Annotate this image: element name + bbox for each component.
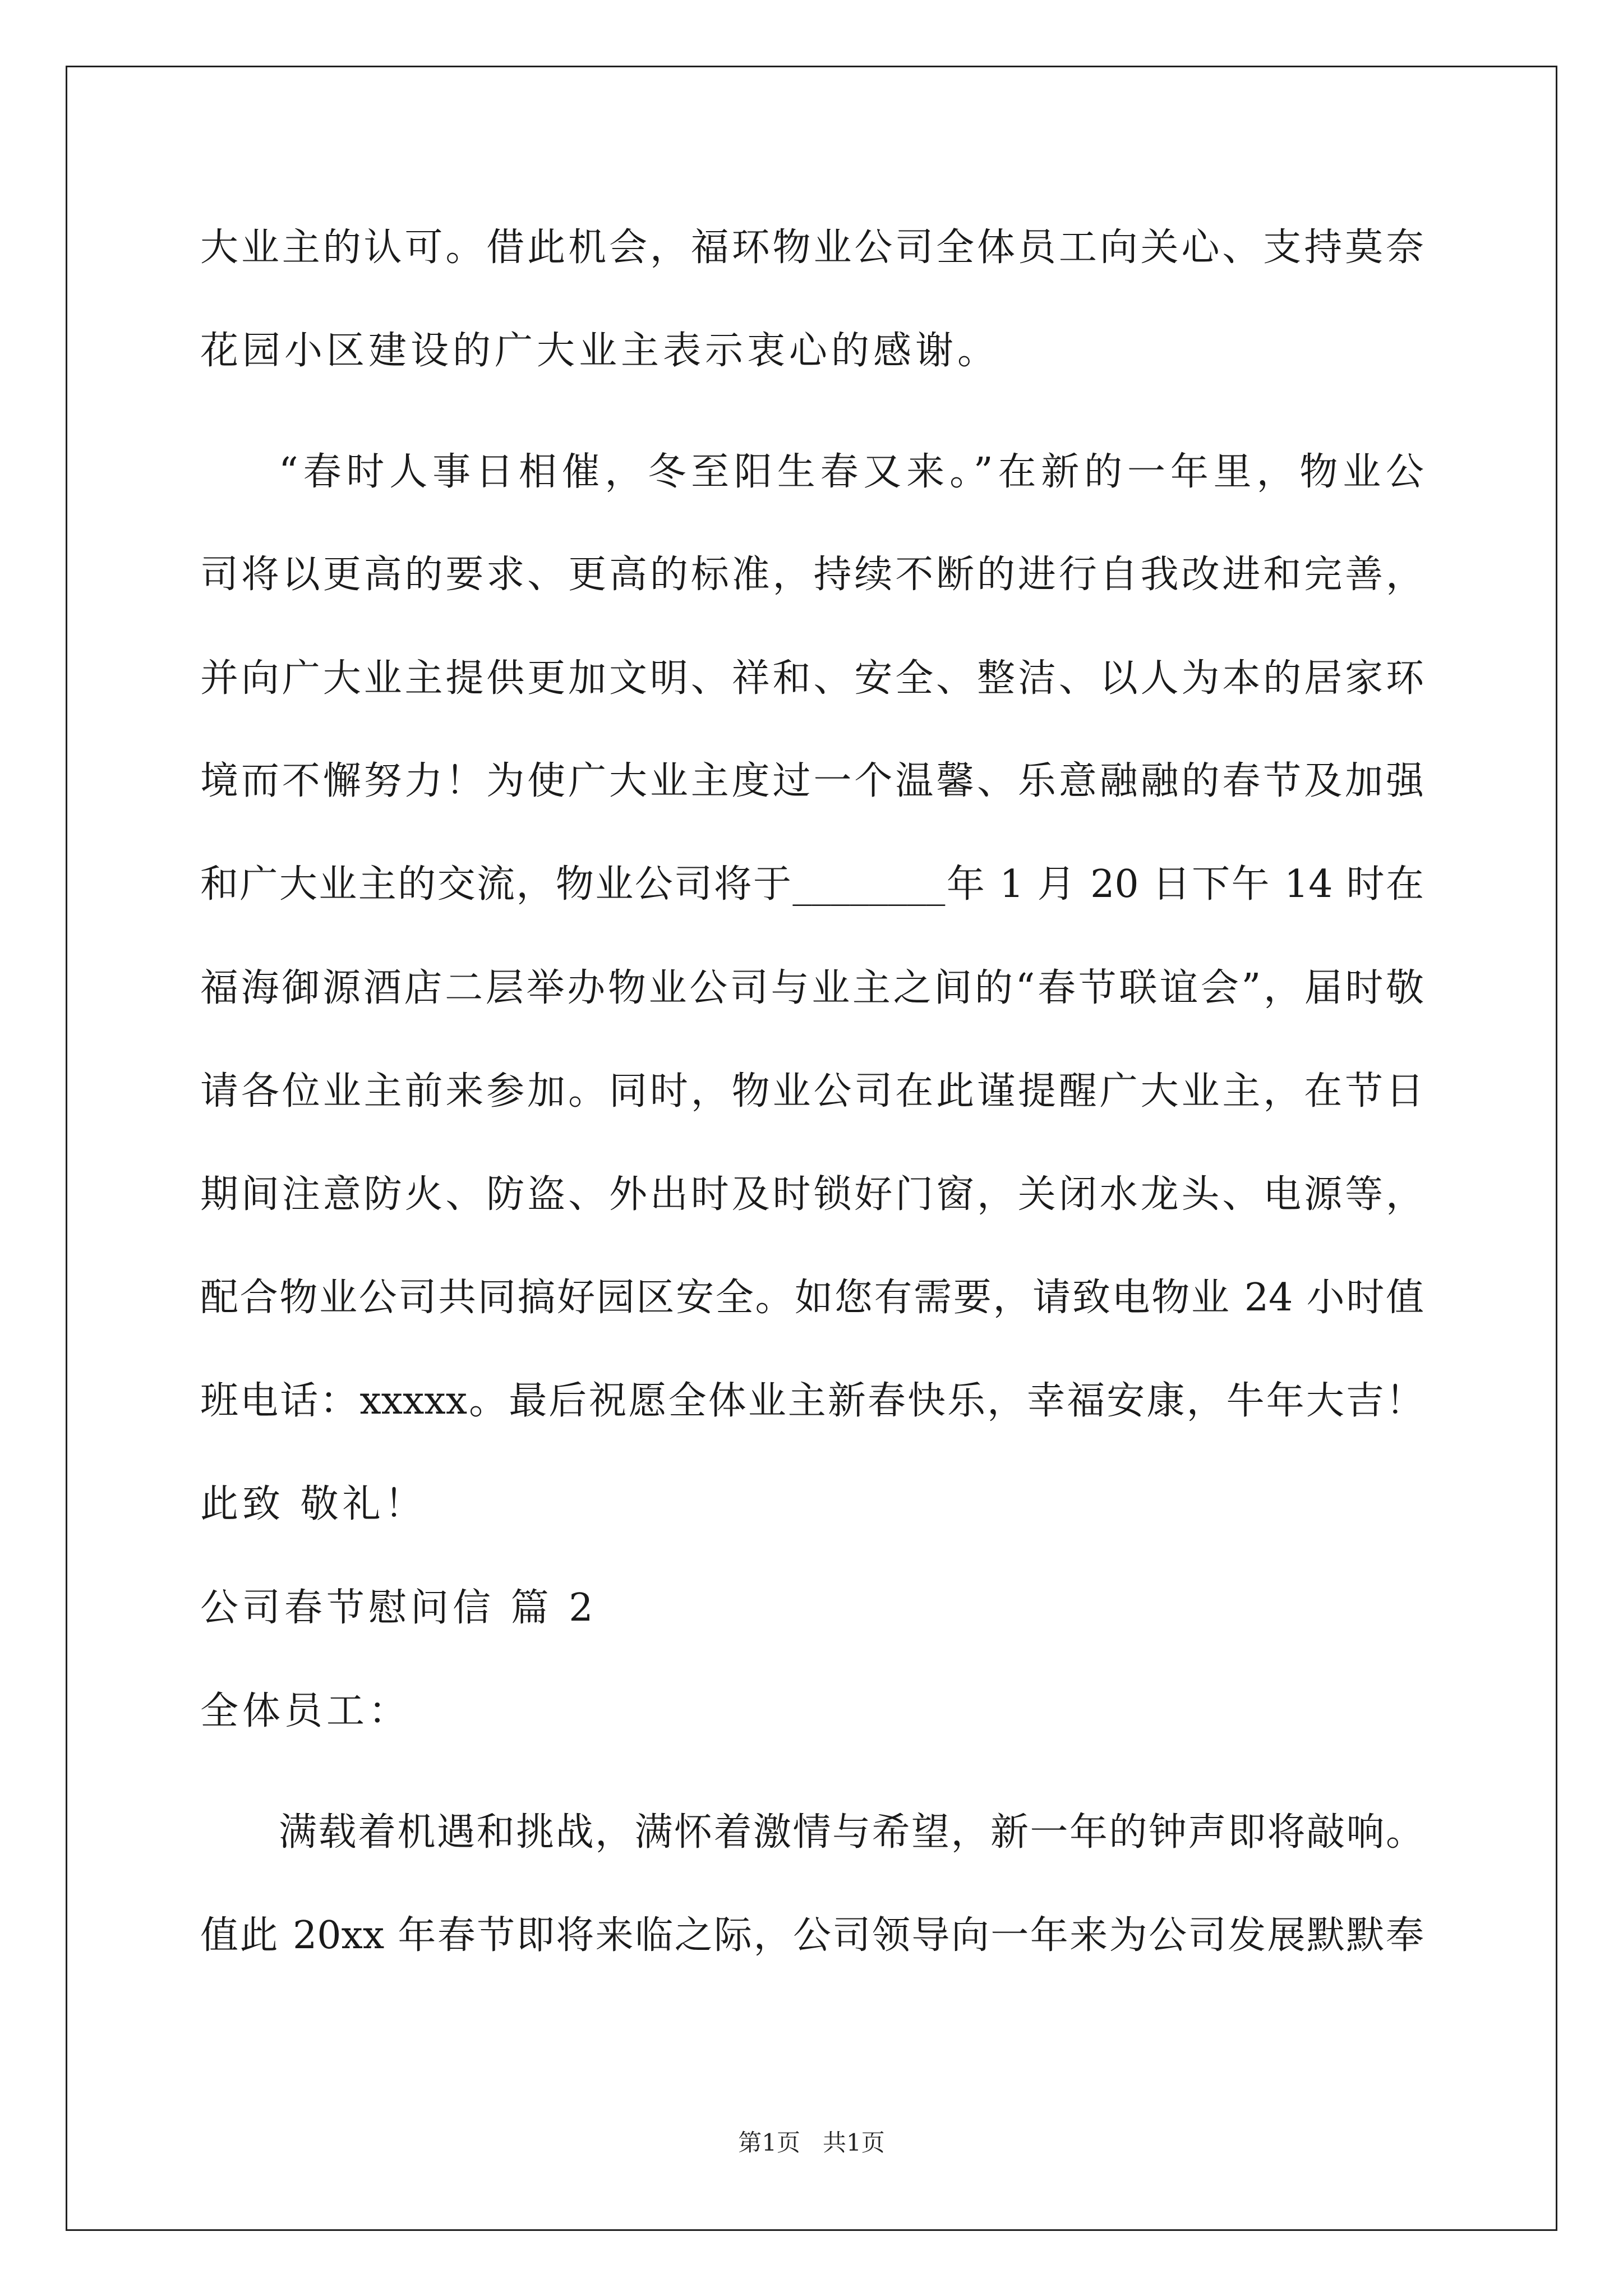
text-line-11: 配合物业公司共同搞好园区安全。如您有需要，请致电物业 24 小时值 bbox=[200, 1276, 1424, 1320]
text-line-7: 和广大业主的交流，物业公司将于________年 1 月 20 日下午 14 时在 bbox=[200, 862, 1424, 907]
text-line-5: 并向广大业主提供更加文明、祥和、安全、整洁、以人为本的居家环 bbox=[200, 656, 1424, 701]
section-heading: 公司春节慰问信 篇 2 bbox=[200, 1586, 597, 1630]
closing-salutation: 此致 敬礼！ bbox=[200, 1482, 427, 1526]
text-line-4: 司将以更高的要求、更高的标准，持续不断的进行自我改进和完善， bbox=[200, 553, 1424, 597]
text-line-6: 境而不懈努力！为使广大业主度过一个温馨、乐意融融的春节及加强 bbox=[200, 759, 1424, 803]
text-line-8: 福海御源酒店二层举办物业公司与业主之间的“春节联谊会”，届时敬 bbox=[200, 966, 1424, 1010]
text-line-12: 班电话：xxxxx。最后祝愿全体业主新春快乐，幸福安康，牛年大吉！ bbox=[200, 1379, 1424, 1423]
page-border bbox=[66, 66, 1557, 2231]
addressee: 全体员工： bbox=[200, 1689, 411, 1733]
page-footer: 第1页 共1页 bbox=[738, 2129, 885, 2156]
text-line-2: 花园小区建设的广大业主表示衷心的感谢。 bbox=[200, 329, 1000, 373]
text-line-17: 值此 20xx 年春节即将来临之际，公司领导向一年来为公司发展默默奉 bbox=[200, 1913, 1424, 1958]
text-line-10: 期间注意防火、防盗、外出时及时锁好门窗，关闭水龙头、电源等， bbox=[200, 1172, 1424, 1217]
text-line-1: 大业主的认可。借此机会，福环物业公司全体员工向关心、支持莫奈 bbox=[200, 226, 1424, 270]
text-line-3: “春时人事日相催，冬至阳生春又来。”在新的一年里，物业公 bbox=[279, 450, 1424, 494]
text-line-9: 请各位业主前来参加。同时，物业公司在此谨提醒广大业主，在节日 bbox=[200, 1069, 1424, 1114]
text-line-16: 满载着机遇和挑战，满怀着激情与希望，新一年的钟声即将敲响。 bbox=[279, 1810, 1424, 1855]
